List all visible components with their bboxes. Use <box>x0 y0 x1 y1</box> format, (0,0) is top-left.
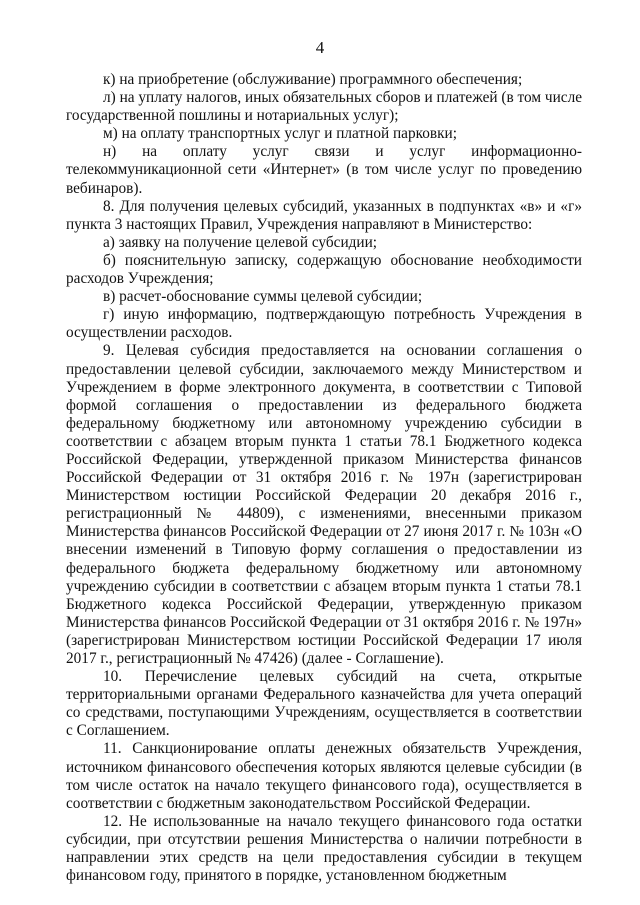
paragraph-n: н) на оплату услуг связи и услуг информационно-телекоммуникационной сети «Интернет» (в том числе услуг по проведению вебинаров). <box>66 143 582 197</box>
page-number: 4 <box>315 38 325 57</box>
paragraph-b: б) пояснительную записку, содержащую обоснование необходимости расходов Учреждения; <box>66 251 582 288</box>
paragraph-11: 11. Санкционирование оплаты денежных обязательств Учреждения, источником финансового обеспечения которых являются целевые субсидии (в том числе остаток на начало текущего финансового года), осуществляется в соответствии с бюджетным законодательством Российской Федерации. <box>66 740 582 812</box>
paragraph-12: 12. Не использованные на начало текущего финансового года остатки субсидии, при отсутствии решения Министерства о наличии потребности в направлении этих средств на цели предоставления субсидии в текущем финансовом году, принятого в порядке, установленном бюджетным <box>66 812 582 885</box>
paragraph-9: 9. Целевая субсидия предоставляется на основании соглашения о предоставлении целевой субсидии, заключаемого между Министерством и Учреждением в форме электронного документа, в соответствии с Типовой формой соглашения о предоставлении из федерального бюджета федеральному бюджетному или автономному учреждению субсидии в соответствии с абзацем вторым пункта 1 статьи 78.1 Бюджетного кодекса Российской Федерации, утвержденной приказом Министерства финансов Российской Федерации от 31 октября 2016 г. № 197н (зарегистрирован Министерством юстиции Российской Федерации 20 декабря 2016 г., регистрационный № 44809), с изменениями, внесенными приказом Министерства финансов Российской Федерации от 27 июня 2017 г. № 103н «О внесении изменений в Типовую форму соглашения о предоставлении из федерального бюджета федеральному бюджетному или автономному учреждению субсидии в соответствии с абзацем вторым пункта 1 статьи 78.1 Бюджетного кодекса Российской Федерации, утвержденную приказом Министерства финансов Российской Федерации от 31 октября 2016 г. № 197н» (зарегистрирован Министерством юстиции Российской Федерации 17 июля 2017 г., регистрационный № 47426) (далее - Соглашение). <box>66 342 582 667</box>
paragraph-8: 8. Для получения целевых субсидий, указанных в подпунктах «в» и «г» пункта 3 настоящих Правил, Учреждения направляют в Министерство: <box>66 197 582 233</box>
document-body <box>66 71 582 885</box>
paragraph-g: г) иную информацию, подтверждающую потребность Учреждения в осуществлении расходов. <box>66 306 582 342</box>
paragraph-k: к) на приобретение (обслуживание) программного обеспечения; <box>103 71 523 88</box>
paragraph-l: л) на уплату налогов, иных обязательных сборов и платежей (в том числе государственной пошлины и нотариальных услуг); <box>66 89 582 125</box>
paragraph-v: в) расчет-обоснование суммы целевой субсидии; <box>103 288 423 306</box>
paragraph-10: 10. Перечисление целевых субсидий на счета, открытые территориальными органами Федерального казначейства для учета операций со средствами, поступающими Учреждениям, осуществляется в соответствии с Соглашением. <box>66 668 582 740</box>
paragraph-m: м) на оплату транспортных услуг и платной парковки; <box>103 125 457 143</box>
paragraph-a: а) заявку на получение целевой субсидии; <box>103 233 378 251</box>
